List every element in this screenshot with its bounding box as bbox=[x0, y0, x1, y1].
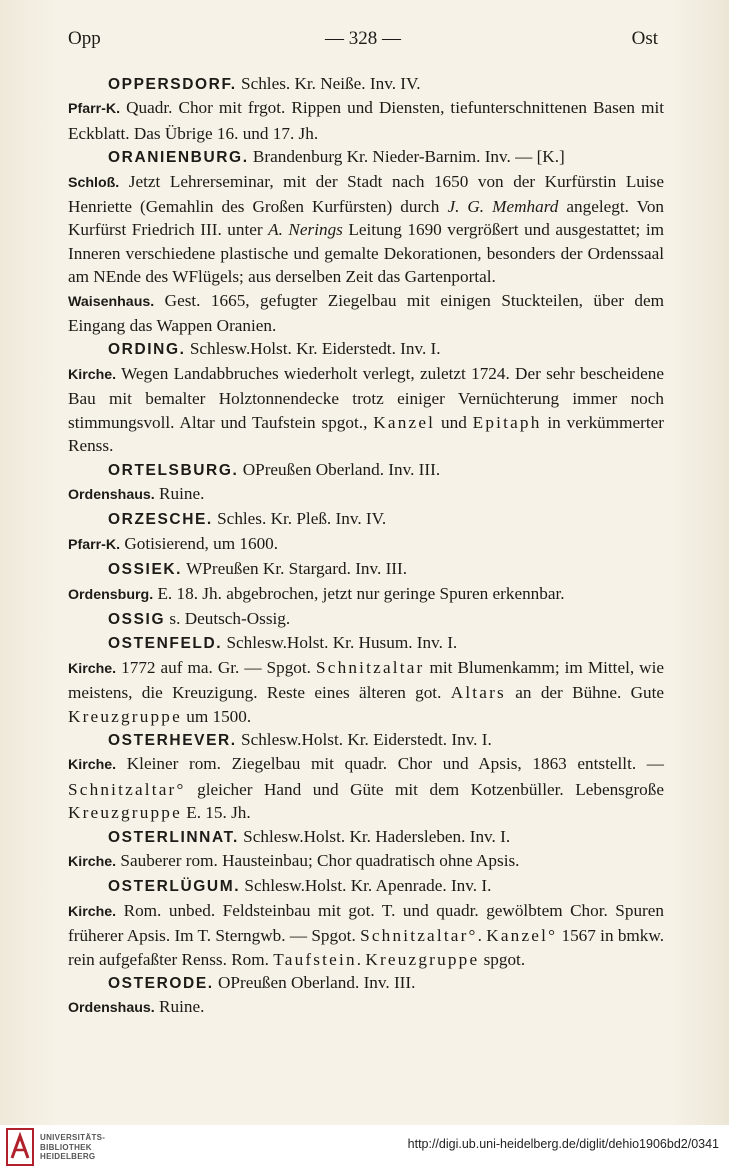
building-entry: Pfarr-K. Gotisierend, um 1600. bbox=[68, 533, 279, 553]
place-entry: OSTENFELD. Schlesw.Holst. Kr. Husum. Inv. I. bbox=[108, 633, 458, 653]
digitization-footer bbox=[0, 1125, 729, 1170]
place-name: ORANIENBURG. bbox=[108, 149, 249, 167]
building-entry: Waisenhaus. Gest. 1665, gefugter Ziegelbau mit einigen Stuckteilen, über dem Eingang das Wappen Oranien. bbox=[68, 290, 664, 336]
place-name: OPPERSDORF. bbox=[108, 76, 237, 93]
running-head-right: Ost bbox=[631, 28, 658, 49]
place-entry: ORDING. Schlesw.Holst. Kr. Eiderstedt. Inv. I. bbox=[108, 339, 441, 359]
building-name: Ordenshaus. bbox=[68, 1000, 155, 1017]
building-entry: Kirche. Rom. unbed. Feldsteinbau mit got. T. und quadr. gewölbtem Chor. Spuren früherer Apsis. Im T. Sterngwb. — Spgot. Schnitzaltar°. Kanzel° 1567 in bmkw. rein aufgefaßter Renss. Rom. Taufstein. Kreuzgruppe spgot. bbox=[68, 900, 664, 969]
building-entry: Kirche. Sauberer rom. Hausteinbau; Chor quadratisch ohne Apsis. bbox=[68, 851, 520, 870]
building-entry: Kirche. 1772 auf ma. Gr. — Spgot. Schnitzaltar mit Blumenkamm; im Mittel, wie meistens, die Kreuzigung. Reste eines älteren got. Altars an der Bühne. Gute Kreuzgruppe um 1500. bbox=[68, 657, 665, 726]
place-name: ORZESCHE. bbox=[108, 511, 213, 529]
place-name: OSTERLINNAT. bbox=[108, 828, 239, 846]
architect-name: A. Nerings bbox=[268, 220, 343, 240]
place-entry: OSSIG s. Deutsch-Ossig. bbox=[108, 608, 291, 628]
gazetteer-text bbox=[68, 72, 664, 1021]
building-entry: Ordenshaus. Ruine. bbox=[68, 997, 205, 1017]
building-name: Pfarr-K. bbox=[68, 101, 121, 118]
place-name: ORTELSBURG. bbox=[108, 461, 239, 479]
building-entry: Schloß. Jetzt Lehrerseminar, mit der Stadt nach 1650 von der Kurfürstin Luise Henriette (Gemahlin des Großen Kurfürsten) durch J. G. Memhard angelegt. Von Kurfürst Friedrich III. unter A. Nerings Leitung 1690 vergrößert und ausgestattet; im Inneren verschiedene plastische und gemalte Dekorationen, besonders der Ordenssaal am NEnde des WFlügels; aus derselben Zeit das Gartenportal. bbox=[68, 171, 665, 287]
running-head bbox=[68, 28, 658, 58]
building-name: Kirche. bbox=[68, 854, 117, 870]
library-name: UNIVERSITÄTS- BIBLIOTHEK HEIDELBERG bbox=[40, 1133, 106, 1161]
running-head-left: Opp bbox=[68, 28, 101, 49]
place-name: OSSIG bbox=[108, 610, 166, 628]
building-entry: Ordenshaus. Ruine. bbox=[68, 483, 205, 503]
place-name: OSTERODE. bbox=[108, 975, 214, 993]
building-name: Waisenhaus. bbox=[68, 293, 155, 310]
building-name: Kirche. bbox=[68, 660, 117, 677]
building-entry: Kirche. Wegen Landabbruches wiederholt verlegt, zuletzt 1724. Der sehr bescheidene Bau mit bemalter Holztonnendecke trotz einiger Vernüchterung immer noch stimmungsvoll. Altar und Taufstein spgot., Kanzel und Epitaph in verkümmerter Renss. bbox=[68, 363, 664, 456]
building-name: Ordensburg. bbox=[68, 586, 154, 603]
building-entry: Kirche. Kleiner rom. Ziegelbau mit quadr. Chor und Apsis, 1863 entstellt. — Schnitzaltar° gleicher Hand und Güte mit dem Kotzenbüller. Lebensgroße Kreuzgruppe E. 15. Jh. bbox=[68, 754, 664, 823]
library-logo[interactable] bbox=[6, 1128, 146, 1168]
building-name: Schloß. bbox=[68, 174, 120, 191]
place-name: OSTERHEVER. bbox=[108, 731, 237, 749]
place-entry: ORTELSBURG. OPreußen Oberland. Inv. III. bbox=[108, 459, 441, 479]
place-entry: OSTERLÜGUM. Schlesw.Holst. Kr. Apenrade. Inv. I. bbox=[108, 876, 492, 896]
place-entry: ORANIENBURG. Brandenburg Kr. Nieder-Barnim. Inv. — [K.] bbox=[108, 147, 565, 167]
place-entry: OSTERHEVER. Schlesw.Holst. Kr. Eiderstedt. Inv. I. bbox=[108, 729, 492, 749]
heidelberg-library-logo-icon bbox=[6, 1128, 34, 1166]
page-number: — 328 — bbox=[325, 28, 401, 49]
place-entry: OSSIEK. WPreußen Kr. Stargard. Inv. III. bbox=[108, 559, 408, 579]
place-name: OSTENFELD. bbox=[108, 635, 223, 653]
place-entry: ORZESCHE. Schles. Kr. Pleß. Inv. IV. bbox=[108, 509, 387, 529]
place-entry: OSTERLINNAT. Schlesw.Holst. Kr. Hadersleben. Inv. I. bbox=[108, 826, 511, 846]
building-name: Kirche. bbox=[68, 366, 117, 383]
building-entry: Ordensburg. E. 18. Jh. abgebrochen, jetzt nur geringe Spuren erkennbar. bbox=[68, 583, 565, 603]
building-name: Kirche. bbox=[68, 757, 117, 774]
place-name: OSTERLÜGUM. bbox=[108, 878, 241, 896]
building-name: Pfarr-K. bbox=[68, 536, 121, 553]
source-url-link[interactable]: http://digi.ub.uni-heidelberg.de/diglit/dehio1906bd2/0341 bbox=[407, 1137, 719, 1151]
architect-name: J. G. Memhard bbox=[447, 197, 559, 217]
building-entry: Pfarr-K. Quadr. Chor mit frgot. Rippen und Diensten, tiefunterschnittenen Basen mit Eckblatt. Das Übrige 16. und 17. Jh. bbox=[68, 98, 664, 143]
building-name: Kirche. bbox=[68, 903, 117, 920]
place-name: ORDING. bbox=[108, 341, 186, 359]
place-entry: OPPERSDORF. Schles. Kr. Neiße. Inv. IV. bbox=[108, 74, 421, 93]
building-name: Ordenshaus. bbox=[68, 486, 155, 503]
place-name: OSSIEK. bbox=[108, 561, 183, 579]
place-entry: OSTERODE. OPreußen Oberland. Inv. III. bbox=[108, 973, 416, 993]
